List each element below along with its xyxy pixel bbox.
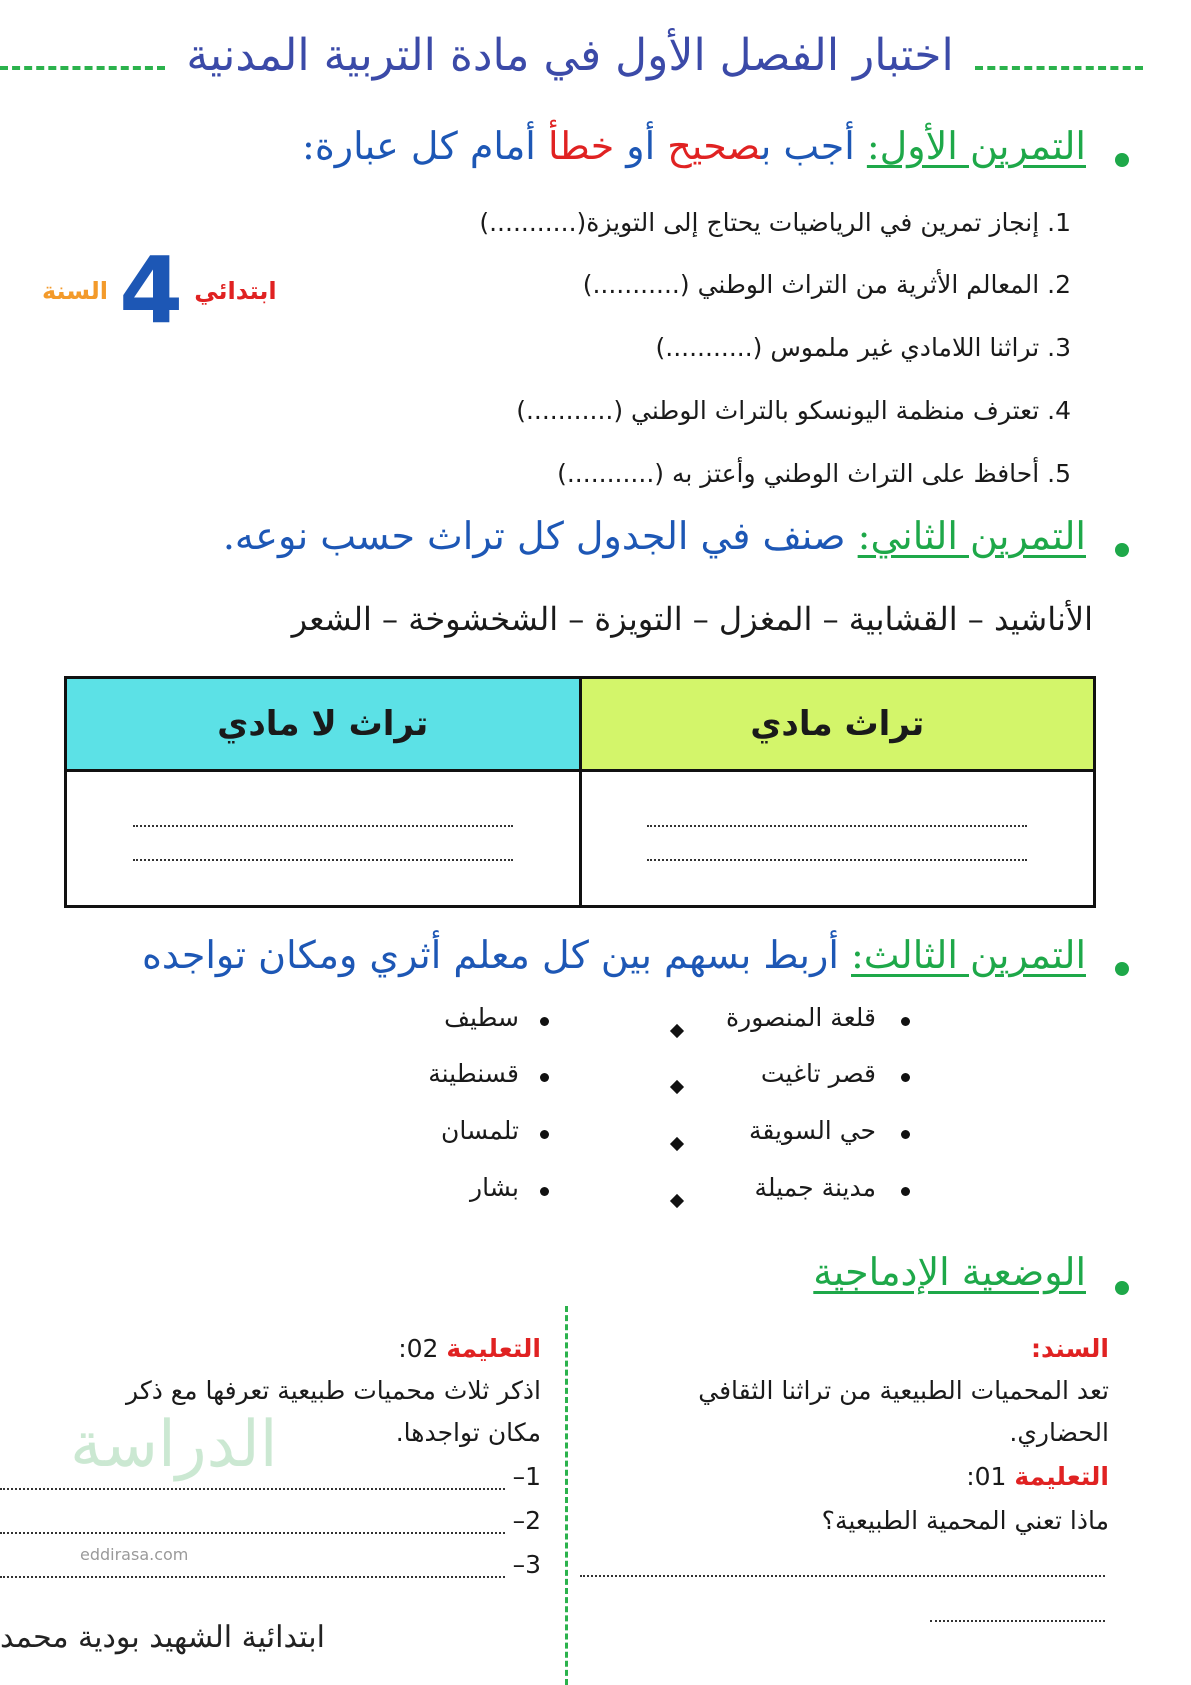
immaterial-answer-cell[interactable]: [66, 771, 581, 907]
exercise1-label: التمرين الأول:: [866, 124, 1086, 168]
grade-badge: [42, 237, 277, 344]
watermark-logo: الدراسة: [70, 1408, 278, 1482]
list-bullet: [901, 1130, 910, 1139]
exercise2-word-list: الأناشيد – القشابية – المغزل – التويزة – الشخشوخة – الشعر: [291, 600, 1093, 638]
exercise2-label: التمرين الثاني:: [857, 514, 1086, 558]
list-bullet: [901, 1017, 910, 1026]
list-bullet[interactable]: [540, 1187, 549, 1196]
instruction-1: [966, 1462, 1109, 1491]
exercise1-or: أو: [614, 124, 668, 168]
column-immaterial-heritage: تراث لا مادي: [66, 678, 581, 771]
exercise1-item-2: 2. المعالم الأثرية من التراث الوطني (...........): [582, 270, 1071, 299]
column-divider: [565, 1306, 568, 1685]
grade-suffix: ابتدائي: [194, 277, 277, 305]
integration-bullet: [1115, 1281, 1129, 1295]
arrow-anchor-dot[interactable]: [670, 1024, 684, 1038]
answer-line[interactable]: [0, 1488, 505, 1490]
answer-line[interactable]: [0, 1576, 505, 1578]
place-4: بشار: [470, 1173, 519, 1202]
exercise1-item-1: 1. إنجاز تمرين في الرياضيات يحتاج إلى التويزة(...........): [479, 208, 1071, 237]
exercise3-heading: [142, 933, 1086, 977]
answer-line[interactable]: [930, 1620, 1105, 1622]
grade-number: 4: [119, 237, 184, 344]
exercise1-correct: صحيح: [667, 124, 761, 168]
monument-2: قصر تاغيت: [760, 1059, 876, 1088]
exercise3-label: التمرين الثالث:: [851, 933, 1086, 977]
answer-line: [647, 859, 1027, 861]
exercise1-heading: [302, 124, 1086, 168]
exercise2-bullet: [1115, 543, 1129, 557]
exercise1-item-4: 4. تعترف منظمة اليونسكو بالتراث الوطني (...........): [516, 396, 1071, 425]
answer-line[interactable]: [580, 1575, 1105, 1577]
page-title: اختبار الفصل الأول في مادة التربية المدنية: [186, 30, 954, 81]
instruction-2: [398, 1334, 541, 1363]
exercise2-instruction: صنف في الجدول كل تراث حسب نوعه.: [222, 514, 846, 558]
watermark-url: eddirasa.com: [80, 1545, 189, 1564]
support-label: السند:: [1030, 1334, 1109, 1363]
exercise3-instruction: أربط بسهم بين كل معلم أثري ومكان تواجده: [141, 933, 839, 977]
title-dash-right: [975, 66, 1143, 70]
exercise1-item-3: 3. تراثنا اللامادي غير ملموس (...........): [655, 333, 1071, 362]
instruction-1-number: 01:: [966, 1462, 1015, 1491]
place-1: سطيف: [444, 1003, 519, 1032]
answer-number-2: 2–: [512, 1506, 541, 1535]
monument-4: مدينة جميلة: [754, 1173, 876, 1202]
exercise1-instruction-b: أمام كل عبارة:: [302, 124, 548, 168]
instruction-1-label: التعليمة: [1014, 1462, 1109, 1491]
answer-line: [133, 859, 513, 861]
exercise1-wrong: خطأ: [547, 124, 615, 168]
list-bullet: [901, 1073, 910, 1082]
answer-number-3: 3–: [512, 1550, 541, 1579]
integration-heading: [813, 1250, 1086, 1294]
instruction-2-label: التعليمة: [446, 1334, 541, 1363]
answer-line[interactable]: [0, 1532, 505, 1534]
classification-table: [64, 676, 1096, 908]
grade-prefix: السنة: [42, 277, 109, 305]
school-name: ابتدائية الشهيد بودية محمد: [0, 1620, 325, 1655]
arrow-anchor-dot[interactable]: [670, 1080, 684, 1094]
exercise1-instruction-a: أجب ب: [760, 124, 855, 168]
material-answer-cell[interactable]: [580, 771, 1095, 907]
answer-line: [133, 825, 513, 827]
support-text-1: تعد المحميات الطبيعية من تراثنا الثقافي: [698, 1376, 1109, 1405]
arrow-anchor-dot[interactable]: [670, 1194, 684, 1208]
list-bullet[interactable]: [540, 1017, 549, 1026]
answer-line: [647, 825, 1027, 827]
exercise1-bullet: [1115, 153, 1129, 167]
exercise2-heading: [223, 514, 1086, 558]
place-2: قسنطينة: [428, 1059, 519, 1088]
instruction-1-text: ماذا تعني المحمية الطبيعية؟: [821, 1506, 1109, 1535]
instruction-2-number: 02:: [398, 1334, 447, 1363]
list-bullet[interactable]: [540, 1130, 549, 1139]
integration-label: الوضعية الإدماجية: [813, 1250, 1086, 1294]
arrow-anchor-dot[interactable]: [670, 1137, 684, 1151]
monument-1: قلعة المنصورة: [726, 1003, 876, 1032]
support-text-2: الحضاري.: [1009, 1418, 1109, 1447]
answer-number-1: 1–: [512, 1462, 541, 1491]
title-dash-left: [0, 66, 165, 70]
instruction-2-text-1: اذكر ثلاث محميات طبيعية تعرفها مع ذكر: [126, 1376, 541, 1405]
place-3: تلمسان: [441, 1116, 519, 1145]
monument-3: حي السويقة: [748, 1116, 876, 1145]
column-material-heritage: تراث مادي: [580, 678, 1095, 771]
list-bullet: [901, 1187, 910, 1196]
exercise3-bullet: [1115, 962, 1129, 976]
list-bullet[interactable]: [540, 1073, 549, 1082]
exercise1-item-5: 5. أحافظ على التراث الوطني وأعتز به (...........): [557, 459, 1071, 488]
instruction-2-text-2: مكان تواجدها.: [395, 1418, 541, 1447]
